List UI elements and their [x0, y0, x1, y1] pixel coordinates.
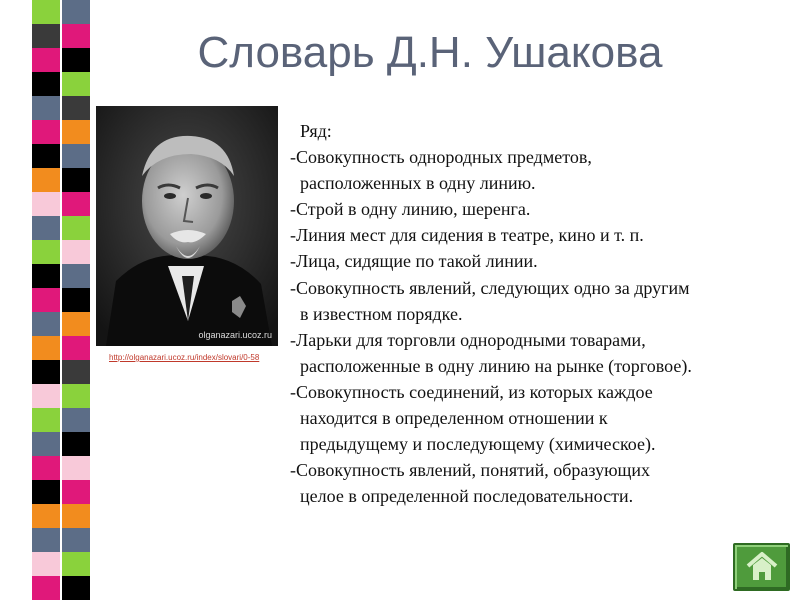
stripe-block	[32, 240, 60, 264]
source-link[interactable]: http://olganazari.ucoz.ru/index/slovari/0-58	[109, 353, 260, 362]
stripe-block	[62, 408, 90, 432]
stripe-block	[32, 288, 60, 312]
stripe-block	[62, 336, 90, 360]
stripe-block	[32, 264, 60, 288]
portrait-watermark: olganazari.ucoz.ru	[198, 330, 272, 340]
slide-title: Словарь Д.Н. Ушакова	[197, 28, 663, 77]
stripe-block	[62, 288, 90, 312]
stripe-block	[62, 504, 90, 528]
stripe-block	[32, 360, 60, 384]
stripe-block	[62, 432, 90, 456]
stripe-block	[32, 552, 60, 576]
stripe-block	[32, 312, 60, 336]
stripe-block	[62, 24, 90, 48]
stripe-block	[32, 432, 60, 456]
stripe-block	[32, 24, 60, 48]
stripe-block	[62, 240, 90, 264]
stripe-block	[62, 552, 90, 576]
decorative-stripe-bar	[0, 0, 93, 600]
definition-line: в известном порядке.	[300, 303, 463, 324]
portrait-photo	[96, 106, 278, 346]
stripe-block	[62, 72, 90, 96]
definition-line: -Совокупность явлений, следующих одно за другим	[290, 277, 690, 298]
stripe-block	[62, 120, 90, 144]
stripe-block	[62, 576, 90, 600]
stripe-block	[62, 384, 90, 408]
definition-line: -Строй в одну линию, шеренга.	[290, 199, 531, 220]
stripe-block	[62, 360, 90, 384]
definition-line: находится в определенном отношении к	[300, 408, 608, 429]
definition-line: -Ларьки для торговли однородными товарами,	[290, 329, 646, 350]
stripe-block	[62, 192, 90, 216]
stripe-block	[32, 48, 60, 72]
stripe-block	[62, 312, 90, 336]
definition-line: Ряд:	[300, 121, 332, 141]
stripe-block	[62, 0, 90, 24]
stripe-block	[32, 120, 60, 144]
stripe-block	[32, 384, 60, 408]
stripe-block	[32, 96, 60, 120]
portrait-illustration	[96, 106, 278, 346]
stripe-block	[62, 528, 90, 552]
stripe-block	[32, 144, 60, 168]
home-icon	[745, 551, 779, 583]
stripe-block	[62, 48, 90, 72]
stripe-block	[32, 192, 60, 216]
stripe-block	[32, 216, 60, 240]
stripe-block	[62, 456, 90, 480]
stripe-block	[32, 480, 60, 504]
definition-line: -Лица, сидящие по такой линии.	[290, 251, 538, 272]
stripe-block	[32, 408, 60, 432]
definition-text	[290, 118, 795, 509]
definition-line: целое в определенной последовательности.	[300, 486, 634, 507]
stripe-block	[32, 336, 60, 360]
stripe-block	[32, 504, 60, 528]
stripe-block	[32, 528, 60, 552]
definition-line: -Совокупность однородных предметов,	[290, 147, 592, 168]
home-button[interactable]	[733, 543, 790, 591]
stripe-block	[62, 168, 90, 192]
stripe-block	[32, 72, 60, 96]
stripe-block	[32, 168, 60, 192]
stripe-block	[62, 264, 90, 288]
stripe-block	[62, 480, 90, 504]
stripe-block	[32, 0, 60, 24]
definition-line: -Линия мест для сидения в театре, кино и т. п.	[290, 225, 644, 246]
stripe-block	[62, 96, 90, 120]
stripe-block	[62, 216, 90, 240]
stripe-block	[32, 576, 60, 600]
definition-line: предыдущему и последующему (химическое).	[300, 434, 656, 455]
definition-line: расположенные в одну линию на рынке (торговое).	[300, 355, 692, 376]
definition-line: -Совокупность соединений, из которых каждое	[290, 381, 653, 402]
definition-line: расположенных в одну линию.	[300, 173, 536, 194]
stripe-block	[32, 456, 60, 480]
definition-line: -Совокупность явлений, понятий, образующих	[290, 460, 651, 481]
stripe-block	[62, 144, 90, 168]
